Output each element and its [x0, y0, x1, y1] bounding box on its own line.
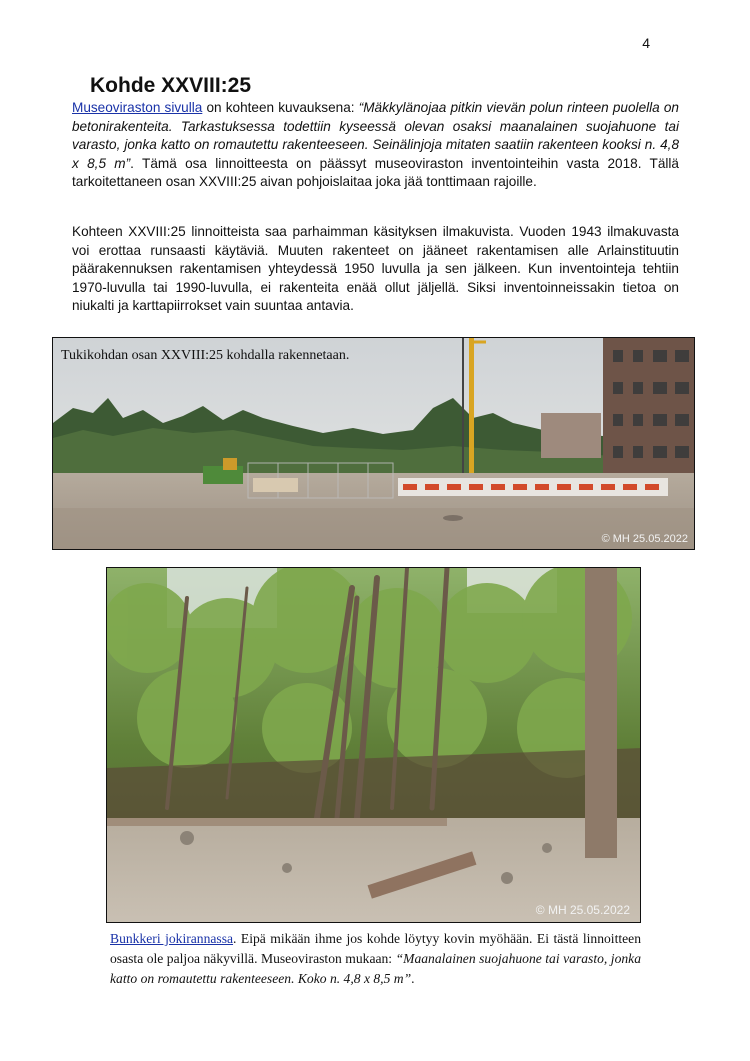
paragraph-intro — [72, 99, 679, 192]
photo-credit: © MH 25.05.2022 — [601, 533, 688, 545]
page-heading: Kohde XXVIII:25 — [90, 74, 252, 97]
forest-photo-image — [107, 568, 641, 923]
construction-site-photo — [52, 337, 695, 550]
intro-text-end: . Tämä osa linnoitteesta on päässyt museoviraston inventointeihin vasta 2018. Tällä tarkoitettaneen osan XXVIII:25 aivan pohjoislaitaa joka jää tonttimaan rajoille. — [72, 155, 679, 190]
intro-text: on kohteen kuvauksena: — [202, 100, 359, 115]
forest-bunker-photo — [106, 567, 641, 923]
bottom-caption — [110, 929, 641, 989]
paragraph-aerial: Kohteen XXVIII:25 linnoitteista saa parhaimman käsityksen ilmakuvista. Vuoden 1943 ilmakuvasta voi erottaa runsaasti käytäviä. Muuten rakenteet on jääneet rakentamisen alle Arlainstituutin päärakennuksen rakentamisen yhteydessä 1950 luvulla ja sen jälkeen. Kun inventointeja tehtiin 1970-luvulla tai 1990-luvulla, ei rakenteita enää ollut jäljellä. Siksi inventoinneissakin tietoa on niukalti ja karttapiirrokset vain suuntaa antavia. — [72, 224, 679, 314]
bottom-caption-quote: “Maanalainen suojahuone tai varasto, jonka katto on romautettu rakenteeseen. Koko n. 4,8 x 8,5 m” — [110, 951, 641, 986]
construction-photo-image — [53, 338, 695, 550]
page-number: 4 — [642, 35, 650, 51]
photo-caption: Tukikohdan osan XXVIII:25 kohdalla rakennetaan. — [61, 348, 350, 363]
bunkkeri-link[interactable]: Bunkkeri jokirannassa — [110, 931, 234, 946]
photo-credit: © MH 25.05.2022 — [535, 903, 630, 917]
bottom-caption-end: . — [411, 971, 415, 986]
intro-quote: “Mäkkylänojaa pitkin vievän polun rinteen puolella on betonirakenteita. Tarkastuksessa todettiin kyseessä olevan osaksi maanalainen suojahuone tai varasto, jonka katto on romautettu rakenteeseen. Seinälinjoja mitaten saatiin rakenteen kooksi n. 4,8 x 8,5 m” — [72, 100, 679, 171]
museovirasto-link[interactable]: Museoviraston sivulla — [72, 100, 203, 115]
bottom-caption-text: . Eipä mikään ihme jos kohde löytyy kovin myöhään. Ei tästä linnoitteen osasta ole paljoa näkyvillä. Museoviraston mukaan: — [110, 931, 641, 966]
